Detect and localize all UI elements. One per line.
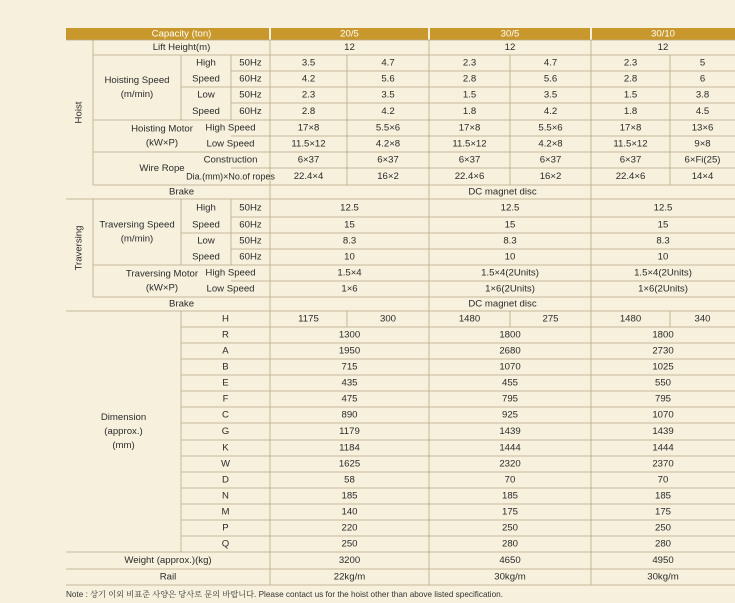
dimension-value: 1439: [652, 426, 674, 437]
lift-height-value-1: 12: [504, 42, 516, 53]
traversing-speed-value: 15: [657, 219, 669, 231]
header-gap: [269, 28, 271, 40]
dimension-key: Q: [221, 538, 230, 550]
dimension-h-value: 340: [694, 313, 711, 325]
rail-value: 30kg/m: [647, 571, 679, 583]
dimension-value: 890: [341, 409, 358, 421]
dimension-key: M: [221, 506, 230, 518]
hoisting-speed-value: 5: [699, 57, 706, 69]
dimension-value: 1444: [652, 442, 674, 454]
traversing-motor-high-value: 1.5×4(2Units): [481, 267, 539, 279]
traversing-speed-value: 15: [344, 219, 355, 231]
dimension-value: 70: [657, 474, 669, 486]
hoisting-speed-value: 1.5: [623, 89, 638, 101]
dimension-value: 2680: [499, 345, 521, 357]
dimension-key: P: [222, 522, 229, 534]
hoisting-speed-value: 2.8: [462, 73, 477, 85]
traversing-speed-value: 12.5: [340, 202, 359, 214]
dimension-unit-label: (mm): [112, 440, 135, 451]
dimension-value: 1300: [338, 329, 361, 341]
dimension-value: 175: [501, 506, 519, 518]
hoisting-speed-value: 1.8: [462, 106, 477, 117]
dimension-value: 140: [341, 506, 358, 518]
hoist-brake-value: DC magnet disc: [468, 186, 537, 198]
hoisting-motor-low-value: 11.5×12: [452, 138, 487, 150]
dimension-value: 220: [341, 522, 358, 534]
traversing-freq-2: 50Hz: [239, 235, 262, 247]
construction-value: 6×Fi(25): [684, 154, 721, 166]
hoisting-motor-high-value: 5.5×6: [538, 122, 563, 134]
hoisting-speed-value: 4.2: [381, 106, 395, 117]
hoisting-freq-1: 60Hz: [239, 73, 262, 85]
dimension-key: W: [220, 458, 231, 470]
dia-value: 14×4: [691, 171, 714, 182]
traversing-speed-label: Traversing Speed: [99, 219, 175, 231]
hoisting-speed-value: 5.6: [543, 73, 558, 85]
traversing-motor-high-label: High Speed: [205, 267, 256, 279]
capacity-column-2: 30/10: [650, 28, 676, 40]
dimension-key: R: [222, 329, 229, 341]
dia-value: 22.4×6: [615, 171, 646, 182]
construction-label: Construction: [203, 154, 258, 166]
hoisting-speed-value: 2.3: [301, 89, 316, 101]
traversing-motor-low-value: 1×6(2Units): [638, 283, 688, 295]
hoisting-high-label-1: High: [196, 57, 216, 69]
dimension-value: 58: [344, 474, 355, 486]
hoisting-speed-value: 2.3: [623, 57, 638, 69]
capacity-label: Capacity (ton): [151, 28, 212, 40]
traversing-freq-1: 60Hz: [239, 219, 262, 231]
traversing-motor-low-label: Low Speed: [206, 283, 255, 295]
traversing-section-label: Traversing: [73, 225, 85, 271]
traversing-speed-value: 10: [344, 251, 355, 263]
hoisting-motor-high-value: 17×8: [297, 122, 320, 134]
hoisting-motor-low-value: 4.2×8: [538, 138, 563, 150]
dimension-key: D: [222, 474, 229, 486]
traversing-speed-value: 8.3: [656, 235, 670, 247]
hoisting-freq-3: 60Hz: [239, 106, 262, 117]
dimension-value: 715: [341, 361, 358, 373]
dimension-approx-label: (approx.): [104, 426, 143, 437]
rail-value: 22kg/m: [333, 571, 366, 583]
dia-label: Dia.(mm)×No.of ropes: [186, 171, 275, 182]
dimension-value: 2320: [499, 458, 521, 470]
traversing-motor-high-value: 1.5×4: [337, 267, 362, 279]
dimension-value: 455: [501, 377, 519, 389]
dimension-h-value: 1175: [298, 313, 319, 325]
hoisting-speed-value: 1.8: [623, 106, 638, 117]
hoisting-low-label-2: Speed: [192, 106, 220, 117]
hoisting-motor-low-value: 11.5×12: [613, 138, 648, 150]
dimension-value: 1950: [338, 345, 361, 357]
dimension-key: C: [222, 409, 229, 421]
traversing-freq-0: 50Hz: [239, 202, 262, 214]
hoisting-motor-unit: (kW×P): [145, 137, 179, 149]
weight-value: 4950: [652, 555, 674, 566]
hoist-section-label: Hoist: [73, 101, 85, 124]
dimension-value: 925: [501, 409, 519, 421]
dimension-value: 280: [654, 538, 672, 550]
hoisting-freq-2: 50Hz: [239, 89, 262, 101]
construction-value: 6×37: [539, 154, 562, 166]
hoisting-motor-low-label: Low Speed: [206, 138, 255, 150]
dimension-value: 1800: [499, 329, 521, 341]
dimension-value: 1184: [339, 442, 360, 454]
dimension-value: 175: [654, 506, 672, 518]
traversing-freq-3: 60Hz: [239, 251, 262, 263]
dimension-key-h: H: [222, 313, 229, 325]
dimension-value: 250: [654, 522, 672, 534]
dimension-value: 250: [501, 522, 519, 534]
dimension-key: K: [222, 442, 229, 454]
hoisting-motor-low-value: 9×8: [694, 138, 711, 150]
dimension-h-value: 1480: [619, 313, 642, 325]
dimension-h-value: 300: [379, 313, 397, 325]
dia-value: 16×2: [539, 171, 562, 182]
dimension-value: 550: [654, 377, 672, 389]
hoisting-speed-value: 6: [699, 73, 706, 85]
construction-value: 6×37: [458, 154, 481, 166]
dimension-value: 795: [654, 393, 672, 405]
dimension-value: 2370: [652, 458, 674, 470]
traversing-speed-unit: (m/min): [120, 233, 154, 245]
hoisting-motor-high-value: 13×6: [691, 122, 714, 134]
dimension-value: 1179: [339, 426, 360, 437]
hoist-brake-label: Brake: [168, 186, 195, 198]
traversing-speed-value: 15: [504, 219, 516, 231]
hoisting-speed-unit: (m/min): [120, 89, 154, 100]
construction-value: 6×37: [377, 154, 399, 166]
rail-label: Rail: [159, 571, 177, 583]
header-gap: [590, 28, 592, 40]
hoisting-speed-value: 4.2: [543, 106, 558, 117]
dimension-value: 1439: [499, 426, 521, 437]
weight-value: 3200: [338, 555, 361, 566]
dimension-value: 70: [504, 474, 516, 486]
hoisting-speed-value: 4.5: [695, 106, 710, 117]
hoisting-motor-low-value: 11.5×12: [291, 138, 326, 150]
dimension-value: 1625: [338, 458, 361, 470]
hoisting-motor-low-value: 4.2×8: [375, 138, 401, 150]
dimension-key: A: [222, 345, 229, 357]
hoisting-motor-label: Hoisting Motor: [131, 123, 193, 135]
dimension-key: E: [222, 377, 229, 389]
dimension-value: 185: [654, 490, 672, 502]
dimension-value: 795: [501, 393, 519, 405]
rail-value: 30kg/m: [494, 571, 526, 583]
lift-height-value-0: 12: [344, 42, 355, 53]
capacity-column-0: 20/5: [340, 28, 359, 40]
traversing-speed-value: 10: [504, 251, 516, 263]
dimension-key: B: [222, 361, 229, 373]
dimension-value: 1070: [652, 409, 674, 421]
hoisting-speed-label: Hoisting Speed: [104, 75, 170, 86]
traversing-high-label-1: High: [196, 202, 216, 214]
dia-value: 22.4×6: [454, 171, 485, 182]
dimension-value: 1025: [652, 361, 674, 373]
weight-value: 4650: [499, 555, 521, 566]
traversing-motor-low-value: 1×6(2Units): [485, 283, 535, 295]
dimension-value: 1800: [652, 329, 674, 341]
hoisting-speed-value: 2.3: [462, 57, 477, 69]
wire-rope-label: Wire Rope: [139, 163, 185, 174]
dimension-value: 250: [341, 538, 358, 550]
dimension-h-value: 1480: [458, 313, 481, 325]
traversing-brake-value: DC magnet disc: [468, 298, 537, 310]
hoisting-motor-high-label: High Speed: [205, 122, 256, 134]
hoisting-speed-value: 5.6: [381, 73, 395, 85]
hoisting-speed-value: 4.7: [543, 57, 558, 69]
header-gap: [428, 28, 430, 40]
traversing-motor-unit: (kW×P): [145, 282, 179, 294]
dimension-value: 280: [501, 538, 519, 550]
hoisting-speed-value: 2.8: [301, 106, 316, 117]
hoisting-high-label-2: Speed: [192, 73, 220, 85]
hoisting-speed-value: 3.8: [695, 89, 710, 101]
hoisting-speed-value: 3.5: [381, 89, 395, 101]
traversing-speed-value: 12.5: [500, 202, 520, 214]
dia-value: 22.4×4: [293, 171, 324, 182]
hoisting-motor-high-value: 17×8: [458, 122, 481, 134]
hoisting-speed-value: 2.8: [623, 73, 638, 85]
traversing-speed-value: 10: [657, 251, 669, 263]
dimension-value: 185: [501, 490, 519, 502]
traversing-motor-high-value: 1.5×4(2Units): [634, 267, 692, 279]
dia-value: 16×2: [377, 171, 399, 182]
lift-height-value-2: 12: [657, 42, 669, 53]
hoisting-speed-value: 4.2: [301, 73, 316, 85]
hoisting-speed-value: 3.5: [301, 57, 316, 69]
traversing-high-label-2: Speed: [192, 219, 220, 231]
dimension-value: 435: [341, 377, 358, 389]
hoisting-motor-high-value: 17×8: [619, 122, 642, 134]
hoisting-low-label-1: Low: [197, 89, 215, 101]
traversing-brake-label: Brake: [168, 298, 195, 310]
traversing-motor-low-value: 1×6: [341, 283, 358, 295]
footnote: Note : 상기 이외 비표준 사양은 당사로 문의 바랍니다. Please contact us for the hoist other than above listed specification.: [66, 590, 503, 599]
dimension-value: 475: [341, 393, 358, 405]
dimension-label: Dimension: [100, 412, 147, 423]
dimension-value: 185: [341, 490, 358, 502]
hoisting-speed-value: 3.5: [543, 89, 558, 101]
traversing-low-label-1: Low: [197, 235, 215, 247]
dimension-key: F: [222, 393, 229, 405]
dimension-value: 1444: [499, 442, 521, 454]
hoisting-speed-value: 1.5: [462, 89, 477, 101]
traversing-speed-value: 8.3: [342, 235, 357, 247]
traversing-low-label-2: Speed: [192, 251, 220, 263]
dimension-h-value: 275: [542, 313, 559, 325]
dimension-key: N: [222, 490, 229, 502]
traversing-motor-label: Traversing Motor: [125, 268, 199, 280]
construction-value: 6×37: [619, 154, 642, 166]
hoisting-speed-value: 4.7: [381, 57, 395, 69]
dimension-key: G: [221, 426, 230, 437]
dimension-value: 1070: [499, 361, 521, 373]
weight-label: Weight (approx.)(kg): [124, 555, 212, 566]
capacity-column-1: 30/5: [500, 28, 520, 40]
dimension-value: 2730: [652, 345, 674, 357]
lift-height-label: Lift Height(m): [152, 42, 211, 53]
hoisting-freq-0: 50Hz: [239, 57, 262, 69]
traversing-speed-value: 8.3: [503, 235, 517, 247]
hoisting-motor-high-value: 5.5×6: [375, 122, 401, 134]
construction-value: 6×37: [297, 154, 320, 166]
traversing-speed-value: 12.5: [653, 202, 673, 214]
